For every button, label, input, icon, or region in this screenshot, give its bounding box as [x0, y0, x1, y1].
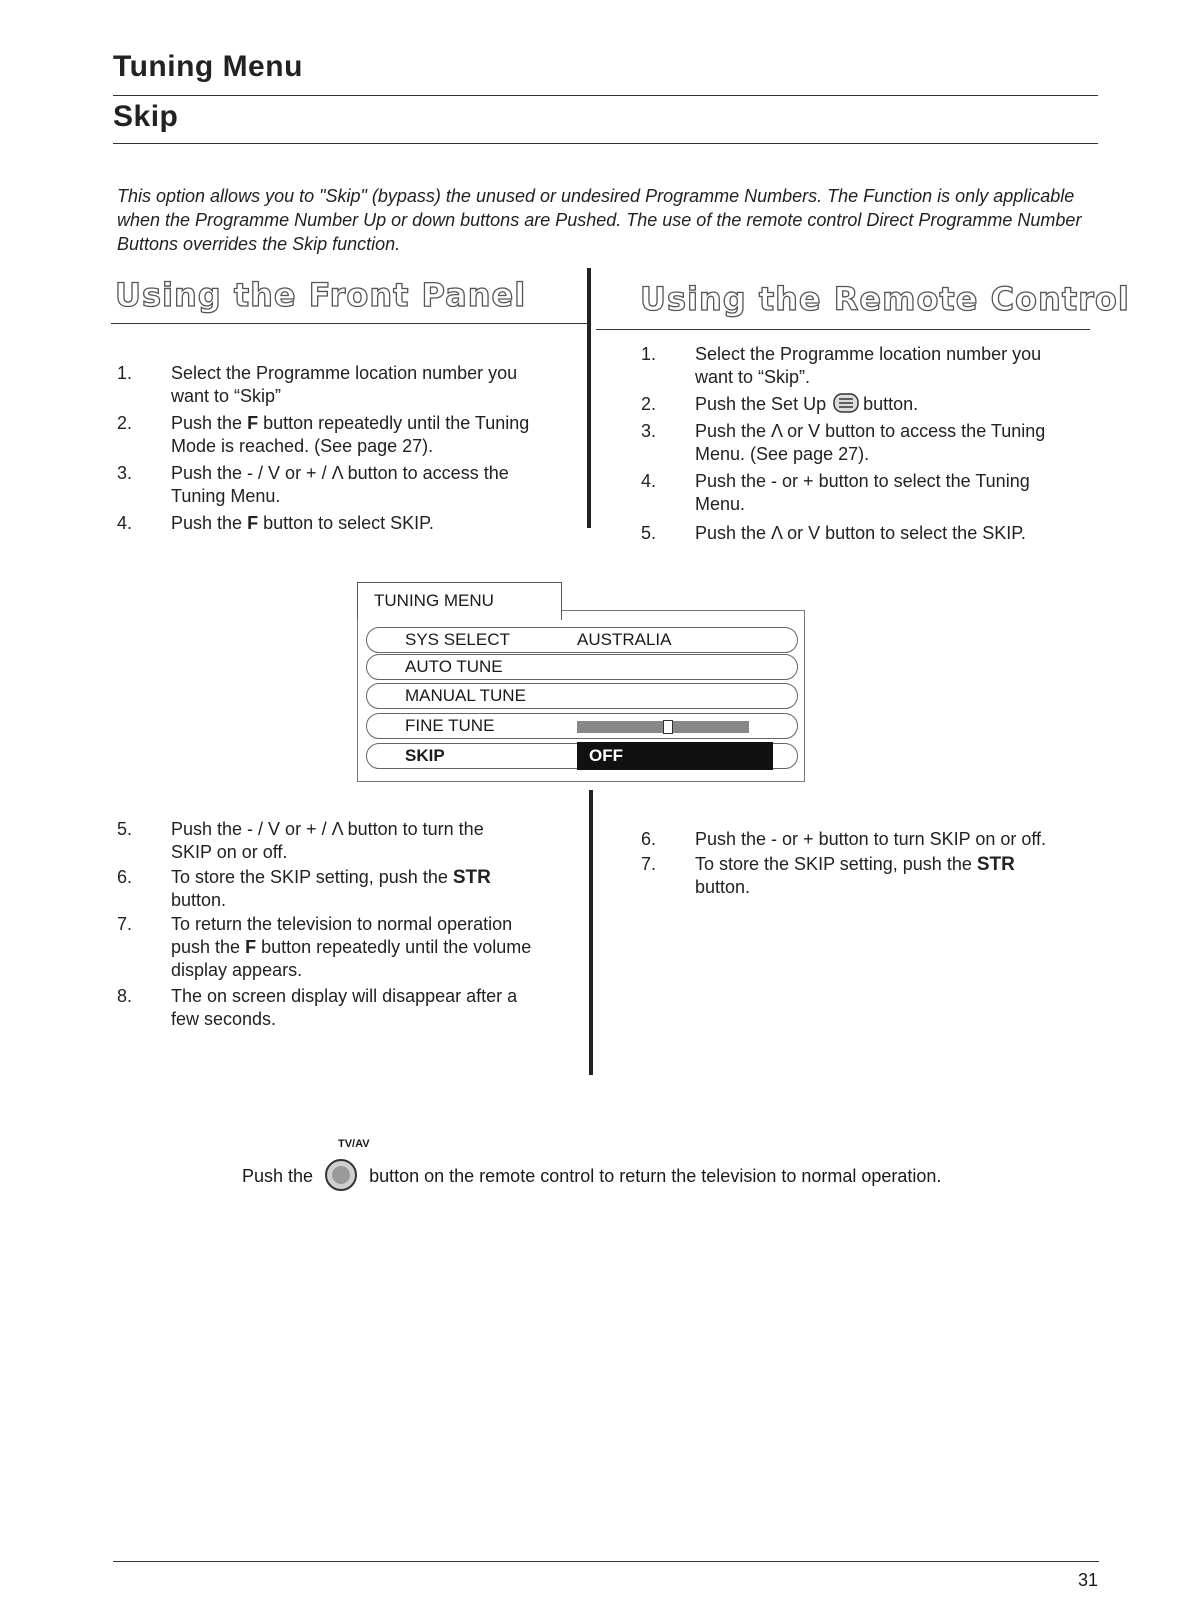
osd-row-sys-select: SYS SELECT AUSTRALIA	[366, 627, 798, 653]
osd-row-skip: SKIP OFF	[366, 743, 798, 769]
page-subtitle: Skip	[113, 100, 179, 133]
front-panel-heading: Using the Front Panel	[115, 276, 527, 314]
tvav-label: TV/AV	[338, 1138, 370, 1150]
fine-tune-bar	[577, 721, 749, 733]
setup-button-icon	[833, 393, 859, 413]
footer-instruction: Push the button on the remote control to return the television to normal operation.	[242, 1158, 941, 1192]
osd-row-fine-tune: FINE TUNE	[366, 713, 798, 739]
front-heading-rule	[111, 323, 587, 324]
subtitle-rule	[113, 143, 1098, 144]
osd-row-manual-tune: MANUAL TUNE	[366, 683, 798, 709]
fine-tune-marker	[663, 720, 673, 734]
page-number: 31	[1077, 1570, 1098, 1590]
remote-heading-rule	[596, 329, 1090, 330]
column-divider-top	[587, 268, 591, 528]
remote-heading: Using the Remote Control	[640, 280, 1130, 318]
osd-row-auto-tune: AUTO TUNE	[366, 654, 798, 680]
tvav-button-icon	[324, 1158, 358, 1192]
intro-paragraph: This option allows you to "Skip" (bypass) the unused or undesired Programme Numbers. The Function is only applicable when the Programme Number Up or down buttons are Pushed. The use of the remote control Direct Programme Number Buttons overrides the Skip function.	[117, 186, 1082, 254]
page-title: Tuning Menu	[113, 50, 303, 83]
osd-title: TUNING MENU	[357, 582, 562, 620]
title-rule	[113, 95, 1098, 96]
footer-rule	[113, 1561, 1099, 1562]
skip-value: OFF	[577, 742, 773, 770]
column-divider-bottom	[589, 790, 593, 1075]
